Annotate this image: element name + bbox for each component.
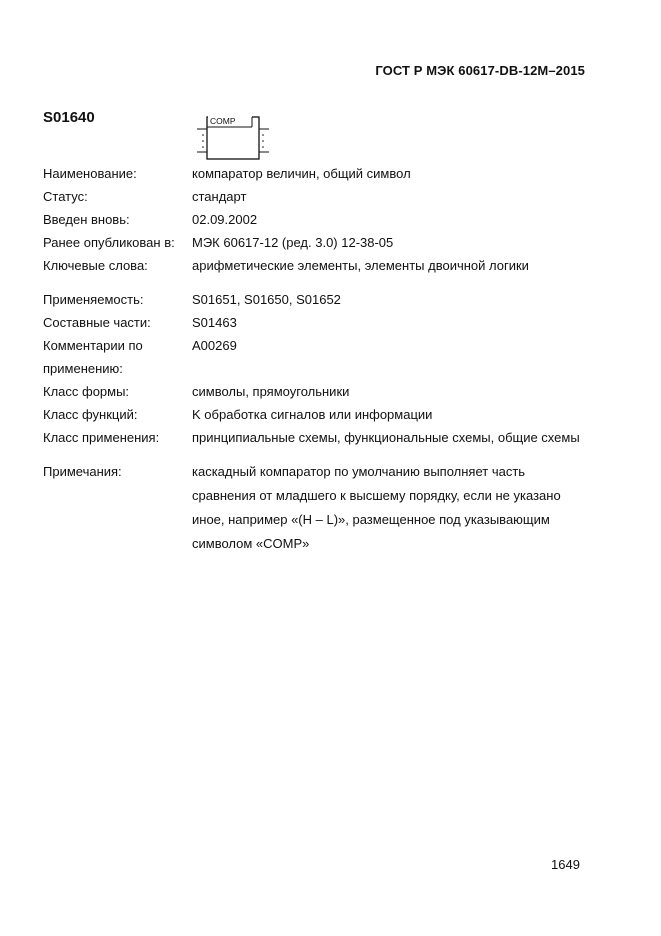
field-value: компаратор величин, общий символ — [192, 166, 411, 181]
page-number: 1649 — [551, 857, 580, 872]
comp-symbol-left-inputs — [197, 129, 207, 152]
field-introduced — [43, 208, 613, 231]
notes-line: символом «COMP» — [192, 536, 310, 551]
field-notes — [43, 460, 613, 556]
field-application-comments-cont — [43, 357, 613, 380]
field-value — [192, 357, 613, 380]
field-label: Составные части: — [43, 315, 151, 330]
field-label: Комментарии по — [43, 338, 143, 353]
field-components — [43, 311, 613, 334]
field-label: применению: — [43, 361, 123, 376]
field-value: символы, прямоугольники — [192, 384, 350, 399]
field-label: Класс формы: — [43, 384, 130, 399]
field-value: S01651, S01650, S01652 — [192, 292, 341, 307]
notes-line: иное, например «(H – L)», размещенное под указывающим — [192, 512, 550, 527]
comp-symbol-diagram — [197, 115, 269, 161]
field-value: стандарт — [192, 189, 247, 204]
comp-symbol-right-outputs — [259, 129, 269, 152]
field-application-class — [43, 426, 613, 449]
field-label: Ключевые слова: — [43, 258, 148, 273]
field-name — [43, 162, 613, 185]
document-header: ГОСТ Р МЭК 60617-DB-12M–2015 — [375, 63, 585, 78]
field-label: Введен вновь: — [43, 212, 130, 227]
field-label: Применяемость: — [43, 292, 144, 307]
field-label: Класс применения: — [43, 430, 160, 445]
notes-line: каскадный компаратор по умолчанию выполняет часть — [192, 464, 526, 479]
field-label: Ранее опубликован в: — [43, 235, 175, 250]
field-value: принципиальные схемы, функциональные схемы, общие схемы — [192, 430, 580, 445]
symbol-code: S01640 — [43, 109, 95, 126]
field-label: Класс функций: — [43, 407, 138, 422]
field-application-comments — [43, 334, 613, 357]
field-label: Статус: — [43, 189, 88, 204]
field-previously-published — [43, 231, 613, 254]
comp-symbol-right-dots — [262, 134, 264, 148]
comp-symbol-left-dots — [202, 134, 204, 148]
field-label: Наименование: — [43, 166, 137, 181]
comp-symbol-label: COMP — [210, 116, 236, 126]
field-value: S01463 — [192, 315, 237, 330]
field-value: 02.09.2002 — [192, 212, 258, 227]
field-applicability — [43, 288, 613, 311]
field-value: МЭК 60617-12 (ред. 3.0) 12-38-05 — [192, 235, 394, 250]
field-label: Примечания: — [43, 464, 122, 479]
symbol-attributes — [43, 162, 613, 556]
notes-line: сравнения от младшего к высшему порядку, если не указано — [192, 488, 561, 503]
field-function-class — [43, 403, 613, 426]
field-value: арифметические элементы, элементы двоичной логики — [192, 258, 529, 273]
field-status — [43, 185, 613, 208]
field-value: K обработка сигналов или информации — [192, 407, 433, 422]
notes-text — [192, 460, 613, 556]
field-keywords — [43, 254, 613, 277]
field-shape-class — [43, 380, 613, 403]
field-value: A00269 — [192, 338, 237, 353]
